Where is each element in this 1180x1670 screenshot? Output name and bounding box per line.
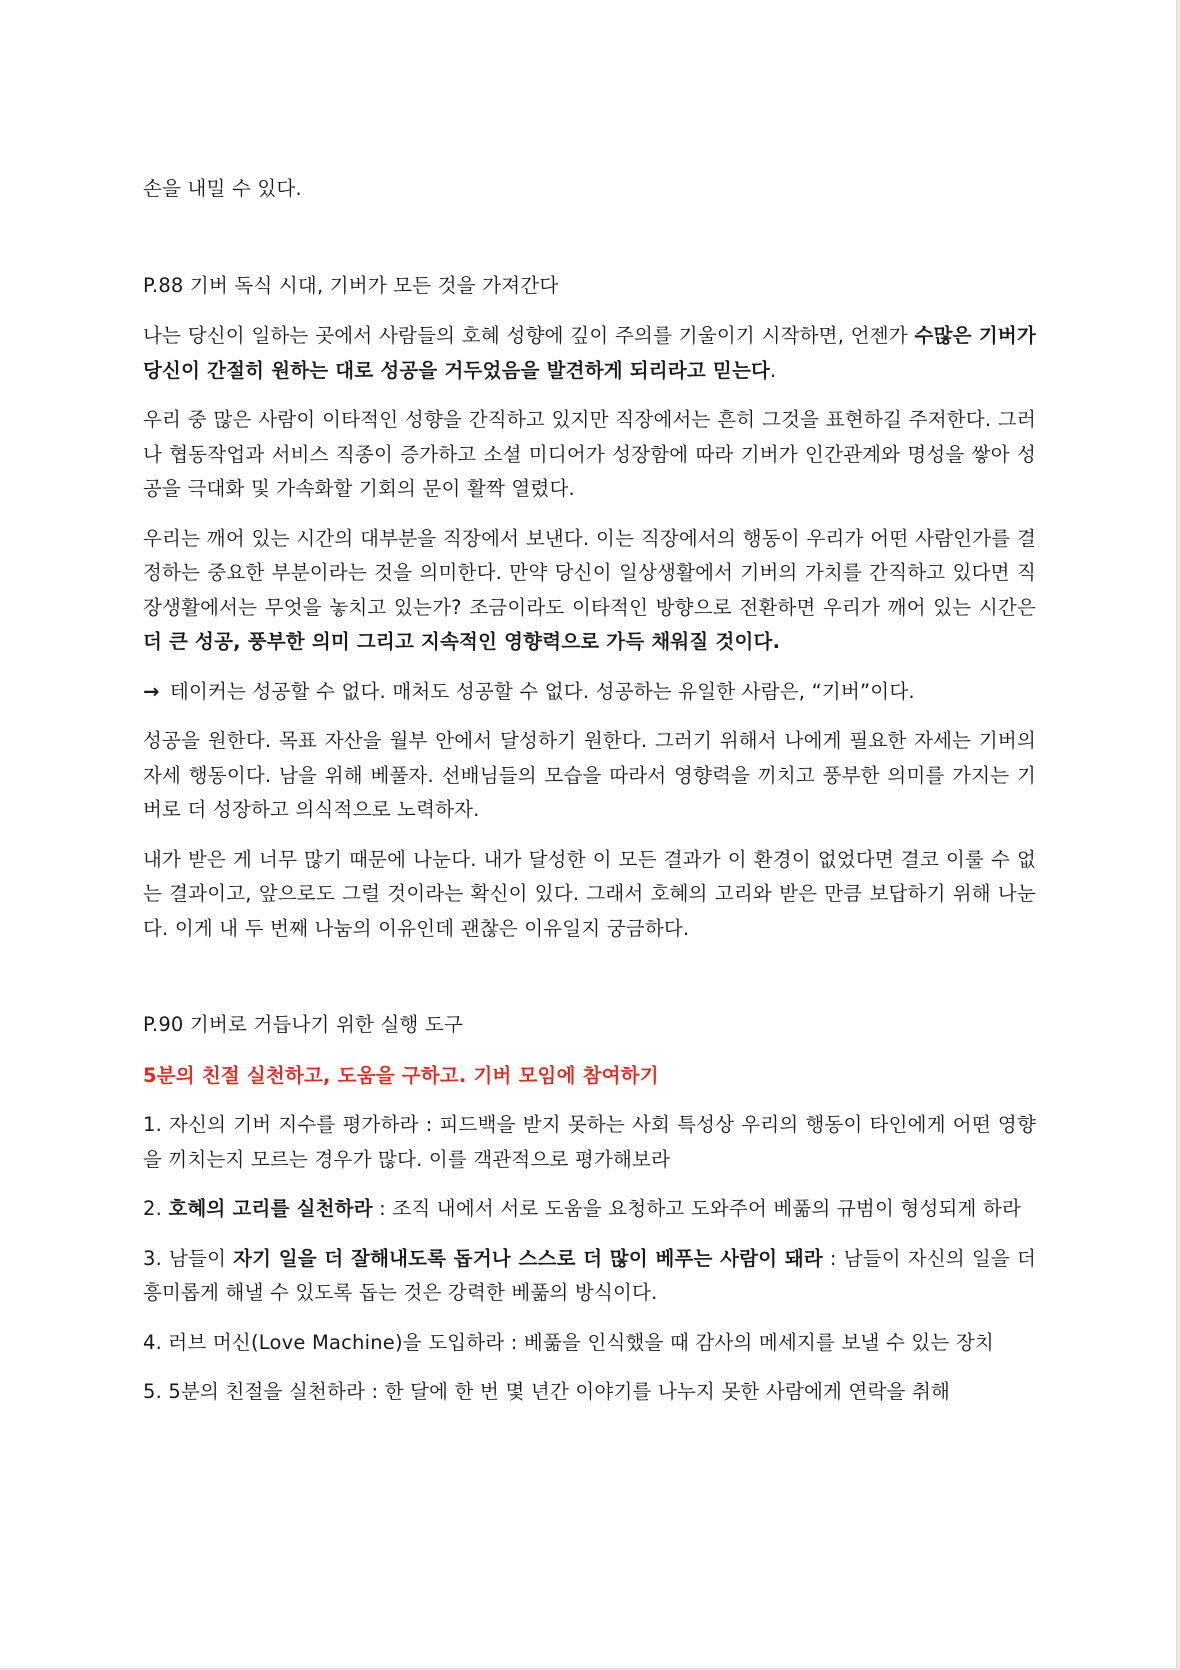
- section-title-p90: P.90 기버로 거듭나기 위한 실행 도구: [143, 1013, 464, 1036]
- page-content: [143, 172, 1036, 1425]
- paragraph-1-bold: 수많은 기버가 당신이 간절히 원하는 대로 성공을 거두었음을 발견하게 되리라고 믿는다: [143, 324, 1036, 382]
- paragraph-4-text: 테이커는 성공할 수 없다. 매처도 성공할 수 없다. 성공하는 유일한 사람은, “기버”이다.: [169, 679, 915, 703]
- paragraph-1-text: 나는 당신이 일하는 곳에서 사람들의 호혜 성향에 깊이 주의를 기울이기 시작하면, 언젠가: [143, 324, 915, 347]
- list-item-2-bold: 호혜의 고리를 실천하라: [168, 1197, 373, 1220]
- list-item-2-prefix: 2.: [143, 1197, 169, 1220]
- paragraph-3: [143, 522, 1036, 660]
- list-item-4: 4. 러브 머신(Love Machine)을 도입하라 : 베풂을 인식했을 때 감사의 메세지를 보낼 수 있는 장치: [143, 1330, 994, 1354]
- paragraph-5: 성공을 원한다. 목표 자산을 월부 안에서 달성하기 원한다. 그러기 위해서 나에게 필요한 자세는 기버의 자세 행동이다. 남을 위해 베풀자. 선배님들의 모습을 따라서 영향력을 끼치고 풍부한 의미를 가지는 기버로 더 성장하고 의식적으로 노력하자.: [143, 729, 1036, 821]
- list-item-3-prefix: 3. 남들이: [143, 1246, 234, 1270]
- paragraph-3-bold: 더 큰 성공, 풍부한 의미 그리고 지속적인 영향력으로 가득 채워질 것이다.: [143, 630, 781, 653]
- top-line: 손을 내밀 수 있다.: [143, 177, 302, 200]
- list-item-2: [143, 1192, 1036, 1227]
- paragraph-3-text: 우리는 깨어 있는 시간의 대부분을 직장에서 보낸다. 이는 직장에서의 행동이 우리가 어떤 사람인가를 결정하는 중요한 부분이라는 것을 의미한다. 만약 당신이 일상생활에서 기버의 가치를 간직하고 있다면 직장생활에서는 무엇을 놓치고 있는가? 조금이라도 이타적인 방향으로 전환하면 우리가 깨어 있는 시간은: [143, 526, 1036, 619]
- section-title-p88: P.88 기버 독식 시대, 기버가 모든 것을 가져간다: [143, 273, 559, 297]
- list-item-3-text: : 남들이 자신의 일을 더 흥미롭게 해낼 수 있도록 돕는 것은 강력한 베풂의 방식이다.: [143, 1246, 1036, 1304]
- paragraph-4: [143, 675, 1036, 710]
- paragraph-2: 우리 중 많은 사람이 이타적인 성향을 간직하고 있지만 직장에서는 흔히 그것을 표현하길 주저한다. 그러나 협동작업과 서비스 직종이 증가하고 소셜 미디어가 성장함에 따라 기버가 인간관계와 명성을 쌓아 성공을 극대화 및 가속화할 기회의 문이 활짝 열렸다.: [143, 408, 1036, 500]
- paragraph-1-end: .: [770, 358, 777, 382]
- arrow-right-icon: →: [143, 679, 160, 703]
- paragraph-1: [143, 319, 1036, 388]
- red-heading: 5분의 친절 실천하고, 도움을 구하고. 기버 모임에 참여하기: [143, 1063, 659, 1087]
- list-item-3-bold: 자기 일을 더 잘해내도록 돕거나 스스로 더 많이 베푸는 사람이 돼라: [233, 1246, 823, 1270]
- paragraph-6: 내가 받은 게 너무 많기 때문에 나눈다. 내가 달성한 이 모든 결과가 이 환경이 없었다면 결코 이룰 수 없는 결과이고, 앞으로도 그럴 것이라는 확신이 있다. 그래서 호혜의 고리와 받은 만큼 보답하기 위해 나눈다. 이게 내 두 번째 나눔의 이유인데 괜찮은 이유일지 궁금하다.: [143, 847, 1036, 940]
- list-item-1: 1. 자신의 기버 지수를 평가하라 : 피드백을 받지 못하는 사회 특성상 우리의 행동이 타인에게 어떤 영향을 끼치는지 모르는 경우가 많다. 이를 객관적으로 평가해보라: [143, 1113, 1036, 1171]
- list-item-5: 5. 5분의 친절을 실천하라 : 한 달에 한 번 몇 년간 이야기를 나누지 못한 사람에게 연락을 취해: [143, 1380, 951, 1403]
- list-item-3: [143, 1242, 1036, 1311]
- list-item-2-text: : 조직 내에서 서로 도움을 요청하고 도와주어 베풂의 규범이 형성되게 하라: [372, 1197, 1022, 1220]
